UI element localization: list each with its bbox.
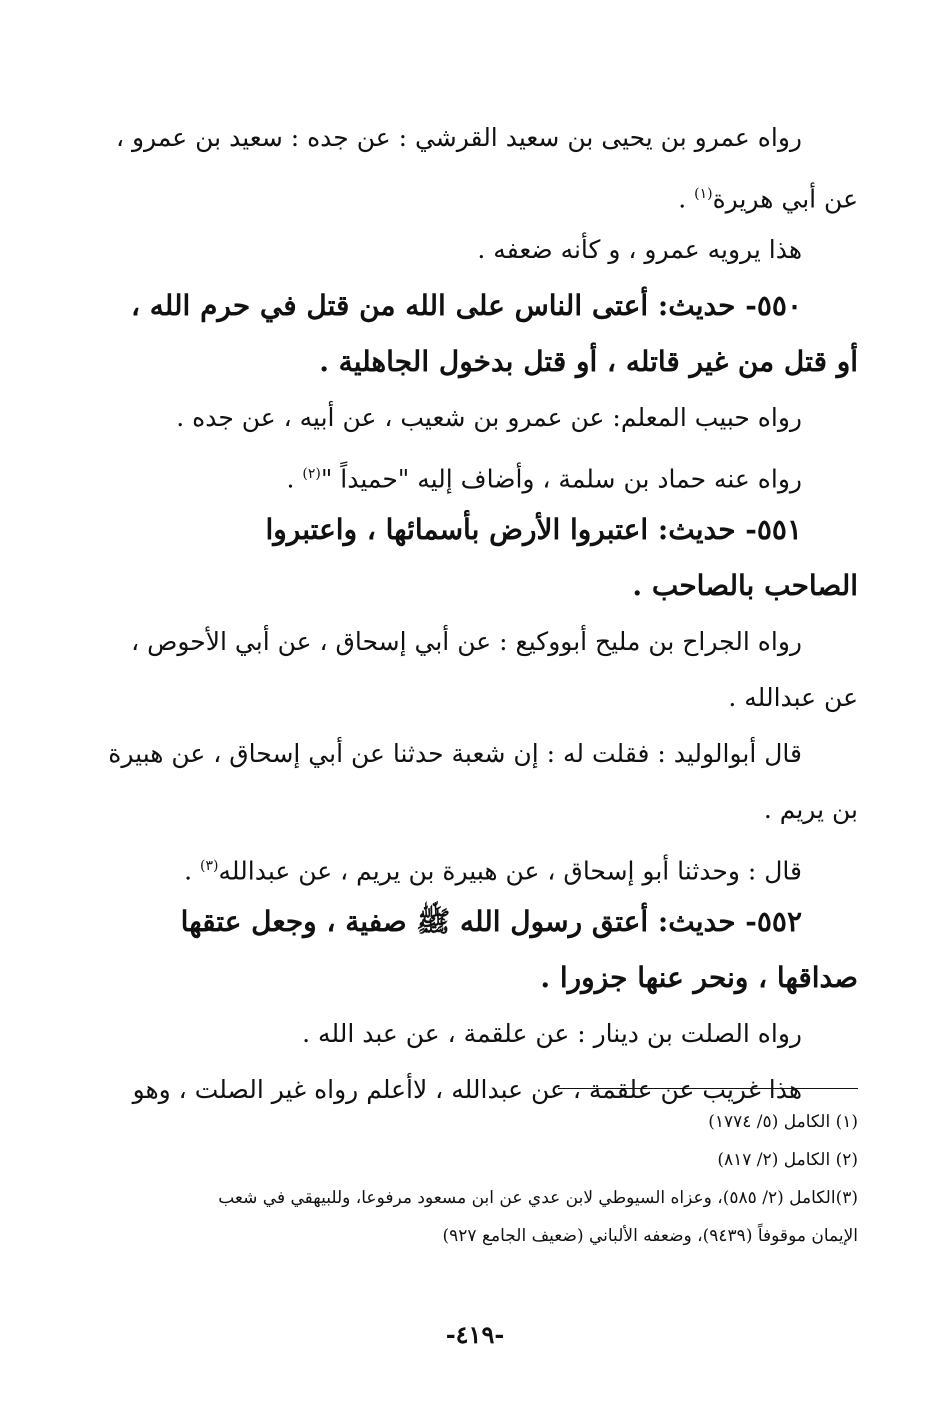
text: ٥٥٢- حديث: أعتق رسول الله ﷺ صفية ، وجعل عتقها xyxy=(180,905,802,938)
text-line xyxy=(92,726,858,782)
footnote: (٣)الكامل (٢/ ٥٨٥)، وعزاه السيوطي لابن عدي عن ابن مسعود مرفوعا، وللبيهقي في شعب xyxy=(218,1188,858,1208)
text: ٥٥١- حديث: اعتبروا الأرض بأسمائها ، واعتبروا xyxy=(265,513,802,546)
hadith-heading xyxy=(92,558,858,614)
text: صداقها ، ونحر عنها جزورا . xyxy=(540,961,858,994)
text: أو قتل من غير قاتله ، أو قتل بدخول الجاهلية . xyxy=(319,345,858,378)
text: هذا غريب عن علقمة ، عن عبدالله ، لاأعلم رواه غير الصلت ، وهو xyxy=(132,1075,802,1104)
text: رواه عمرو بن يحيى بن سعيد القرشي : عن جده : سعيد بن عمرو ، xyxy=(115,123,802,152)
page-number: -٤١٩- xyxy=(445,1320,505,1349)
footnote-ref: (٢) xyxy=(302,466,321,482)
footnote-ref: (١) xyxy=(694,186,713,202)
page-body xyxy=(92,110,858,1118)
text-line xyxy=(92,222,858,278)
text: . xyxy=(678,184,695,214)
text: . xyxy=(286,464,303,494)
text-line xyxy=(92,390,858,446)
text-line xyxy=(92,782,858,838)
text: هذا يرويه عمرو ، و كأنه ضعفه . xyxy=(477,235,802,264)
text: عن عبدالله . xyxy=(728,683,858,712)
text: قال أبوالوليد : فقلت له : إن شعبة حدثنا عن أبي إسحاق ، عن هبيرة xyxy=(108,739,802,768)
hadith-heading xyxy=(92,502,858,558)
text: الصاحب بالصاحب . xyxy=(632,569,858,602)
text: رواه عنه حماد بن سلمة ، وأضاف إليه "حميداً " xyxy=(320,464,802,494)
footnote: (١) الكامل (٥/ ١٧٧٤) xyxy=(708,1112,858,1132)
hadith-heading xyxy=(92,894,858,950)
text: بن يريم . xyxy=(763,795,858,824)
text: ٥٥٠- حديث: أعتى الناس على الله من قتل في حرم الله ، xyxy=(130,289,802,322)
text-line xyxy=(92,1006,858,1062)
text: رواه الصلت بن دينار : عن علقمة ، عن عبد الله . xyxy=(302,1019,802,1048)
footnote: (٢) الكامل (٢/ ٨١٧) xyxy=(717,1150,858,1170)
text: عن أبي هريرة xyxy=(712,184,858,214)
text: . xyxy=(184,856,201,886)
hadith-heading xyxy=(92,950,858,1006)
footnote: الإيمان موقوفاً (٩٤٣٩)، وضعفه الألباني (ضعيف الجامع ٩٢٧) xyxy=(442,1226,858,1246)
text-line xyxy=(92,670,858,726)
hadith-heading xyxy=(92,278,858,334)
text-line xyxy=(92,110,858,166)
text-line xyxy=(92,838,858,894)
text-line xyxy=(92,614,858,670)
text: رواه حبيب المعلم: عن عمرو بن شعيب ، عن أبيه ، عن جده . xyxy=(176,403,802,432)
footnote-ref: (٣) xyxy=(200,858,219,874)
text-line xyxy=(92,446,858,502)
text-line xyxy=(92,166,858,222)
footnote-divider xyxy=(558,1088,858,1089)
text: رواه الجراح بن مليح أبووكيع : عن أبي إسحاق ، عن أبي الأحوص ، xyxy=(131,627,802,656)
hadith-heading xyxy=(92,334,858,390)
footnotes xyxy=(92,1088,858,1255)
text: قال : وحدثنا أبو إسحاق ، عن هبيرة بن يريم ، عن عبدالله xyxy=(218,856,802,886)
